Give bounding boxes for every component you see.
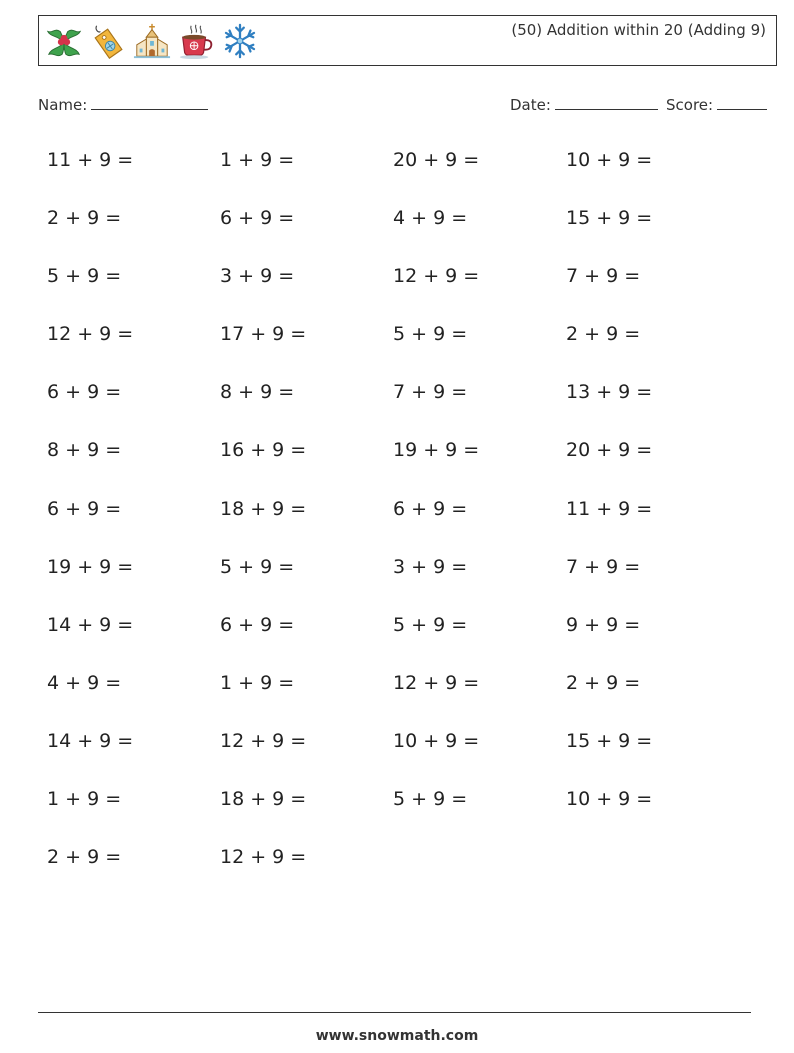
name-blank-line[interactable]: [91, 94, 208, 110]
problem-item: 12 + 9 =: [220, 846, 307, 869]
problem-item: 6 + 9 =: [220, 613, 295, 636]
score-label: Score:: [666, 96, 714, 114]
problem-item: 12 + 9 =: [393, 265, 480, 288]
problem-item: 7 + 9 =: [393, 381, 468, 404]
problem-item: 1 + 9 =: [47, 788, 122, 811]
problem-item: 10 + 9 =: [566, 788, 653, 811]
worksheet-title: (50) Addition within 20 (Adding 9): [511, 21, 766, 39]
problem-item: 12 + 9 =: [393, 671, 480, 694]
gift-tag-icon: [89, 21, 127, 61]
problem-item: 19 + 9 =: [393, 439, 480, 462]
problem-item: 4 + 9 =: [393, 207, 468, 230]
problem-item: 5 + 9 =: [393, 788, 468, 811]
problem-item: 5 + 9 =: [220, 555, 295, 578]
holly-icon: [45, 21, 83, 61]
problem-item: 18 + 9 =: [220, 497, 307, 520]
problem-item: 5 + 9 =: [393, 613, 468, 636]
problem-item: 8 + 9 =: [47, 439, 122, 462]
problem-item: 1 + 9 =: [220, 671, 295, 694]
score-field: [666, 94, 767, 114]
problem-item: 16 + 9 =: [220, 439, 307, 462]
problem-item: 17 + 9 =: [220, 323, 307, 346]
header-icons: [45, 21, 259, 61]
footer-divider: [38, 1012, 751, 1013]
date-field: [510, 94, 658, 114]
problem-item: 8 + 9 =: [220, 381, 295, 404]
problem-item: 11 + 9 =: [47, 149, 134, 171]
problem-item: 12 + 9 =: [220, 729, 307, 752]
problem-item: 11 + 9 =: [566, 497, 653, 520]
problem-item: 6 + 9 =: [47, 497, 122, 520]
hot-cocoa-mug-icon: [177, 21, 215, 61]
footer-website: www.snowmath.com: [315, 1028, 479, 1044]
problem-item: 3 + 9 =: [220, 265, 295, 288]
score-blank-line[interactable]: [717, 94, 767, 110]
problem-item: 9 + 9 =: [566, 613, 641, 636]
date-blank-line[interactable]: [555, 94, 658, 110]
problem-item: 1 + 9 =: [220, 149, 295, 171]
problem-item: 2 + 9 =: [47, 846, 122, 869]
problem-item: 2 + 9 =: [566, 323, 641, 346]
name-field: [38, 94, 208, 114]
worksheet-header: [38, 15, 777, 66]
problem-item: 14 + 9 =: [47, 613, 134, 636]
problem-item: 2 + 9 =: [47, 207, 122, 230]
problem-item: 6 + 9 =: [47, 381, 122, 404]
problem-item: 10 + 9 =: [566, 149, 653, 171]
problem-item: 7 + 9 =: [566, 555, 641, 578]
problem-item: 2 + 9 =: [566, 671, 641, 694]
problem-item: 5 + 9 =: [47, 265, 122, 288]
problem-item: 12 + 9 =: [47, 323, 134, 346]
problem-item: 15 + 9 =: [566, 207, 653, 230]
problem-item: 5 + 9 =: [393, 323, 468, 346]
problem-grid: [47, 144, 747, 899]
date-label: Date:: [510, 96, 551, 114]
problem-item: 14 + 9 =: [47, 729, 134, 752]
church-icon: [133, 21, 171, 61]
problem-item: 4 + 9 =: [47, 671, 122, 694]
problem-item: 18 + 9 =: [220, 788, 307, 811]
problem-item: 6 + 9 =: [393, 497, 468, 520]
problem-item: 7 + 9 =: [566, 265, 641, 288]
problem-item: 20 + 9 =: [393, 149, 480, 171]
problem-item: 20 + 9 =: [566, 439, 653, 462]
problem-item: 13 + 9 =: [566, 381, 653, 404]
problem-item: 3 + 9 =: [393, 555, 468, 578]
snowflake-icon: [221, 21, 259, 61]
problem-item: 19 + 9 =: [47, 555, 134, 578]
problem-item: 10 + 9 =: [393, 729, 480, 752]
problem-item: 6 + 9 =: [220, 207, 295, 230]
problem-item: 15 + 9 =: [566, 729, 653, 752]
name-label: Name:: [38, 96, 88, 114]
